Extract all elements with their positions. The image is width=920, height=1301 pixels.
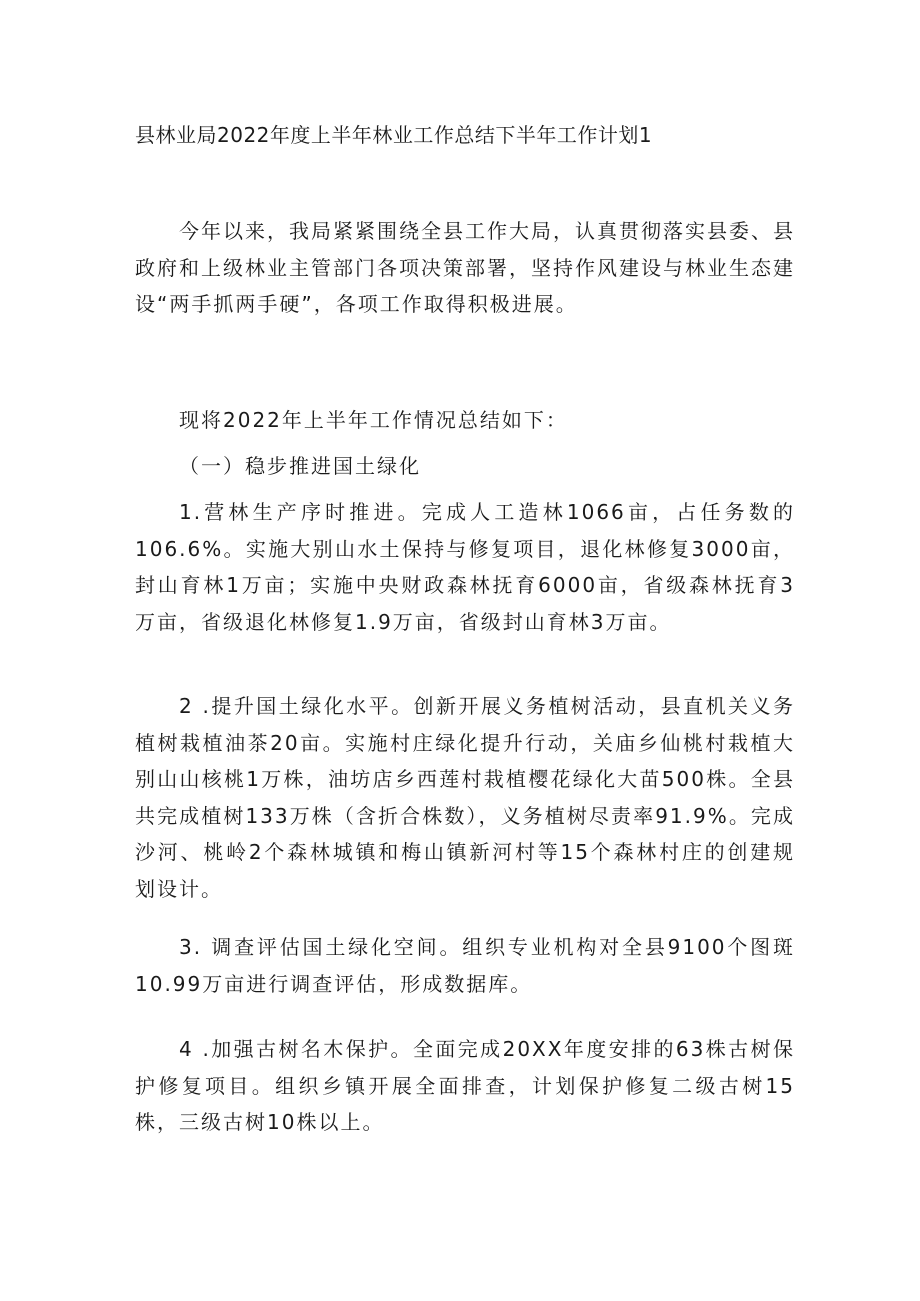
lead-paragraph: 现将2022年上半年工作情况总结如下：	[179, 408, 568, 432]
item-4-paragraph: 4 .加强古树名木保护。全面完成20XX年度安排的63株古树保护修复项目。组织乡镇开展全面排查，计划保护修复二级古树15株，三级古树10株以上。	[135, 1037, 795, 1134]
item-3-paragraph: 3. 调查评估国土绿化空间。组织专业机构对全县9100个图斑10.99万亩进行调查评估，形成数据库。	[135, 935, 795, 996]
item-1-paragraph: 1.营林生产序时推进。完成人工造林1066亩，占任务数的106.6%。实施大别山水土保持与修复项目，退化林修复3000亩，封山育林1万亩；实施中央财政森林抚育6000亩，省级森林抚育3万亩，省级退化林修复1.9万亩，省级封山育林3万亩。	[135, 500, 795, 634]
document-title: 县林业局2022年度上半年林业工作总结下半年工作计划1	[135, 123, 653, 147]
section-heading: （一）稳步推进国土绿化	[179, 454, 421, 478]
item-2-paragraph: 2 .提升国土绿化水平。创新开展义务植树活动，县直机关义务植树栽植油茶20亩。实施村庄绿化提升行动，关庙乡仙桃村栽植大别山山核桃1万株，油坊店乡西莲村栽植樱花绿化大苗500株。全县共完成植树133万株（含折合株数），义务植树尽责率91.9%。完成沙河、桃岭2个森林城镇和梅山镇新河村等15个森林村庄的创建规划设计。	[135, 694, 795, 901]
intro-paragraph: 今年以来，我局紧紧围绕全县工作大局，认真贯彻落实县委、县政府和上级林业主管部门各项决策部署，坚持作风建设与林业生态建设“两手抓两手硬”，各项工作取得积极进展。	[135, 219, 795, 316]
